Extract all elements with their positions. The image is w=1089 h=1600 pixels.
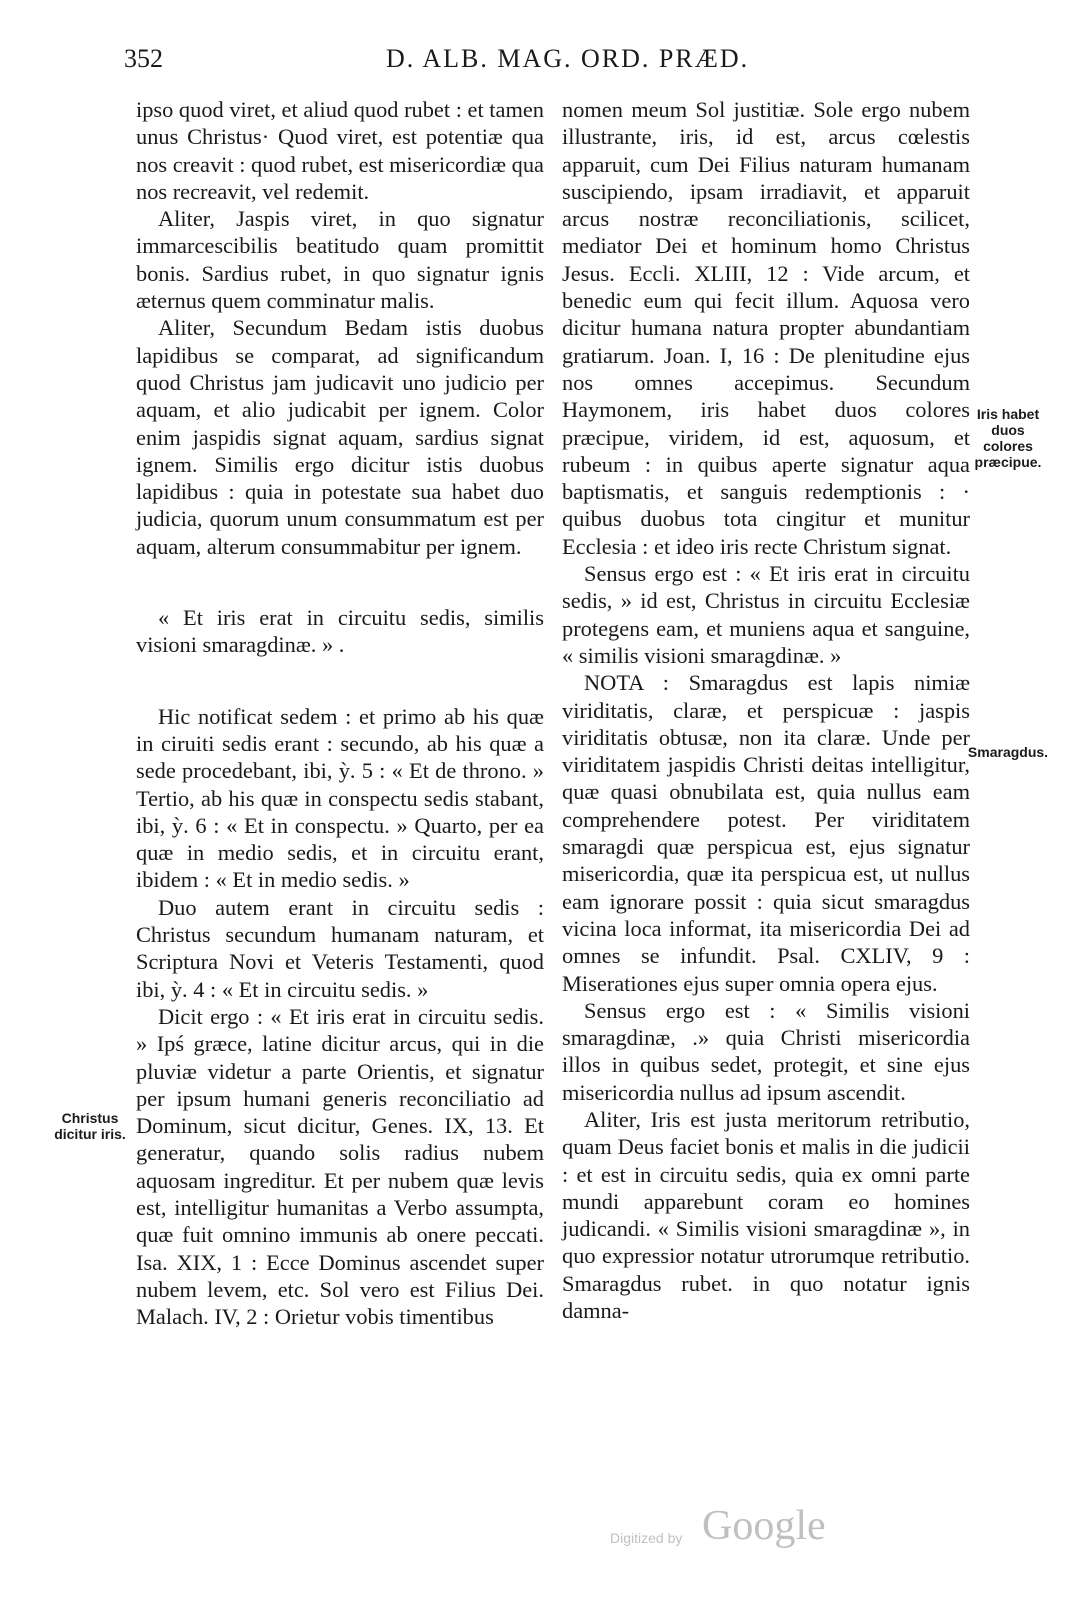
- paragraph: nomen meum Sol justitiæ. Sole ergo nubem illustrante, iris, id est, arcus cœlestis apparuit, cum Dei Filius naturam humanam suscipiendo, ipsam irradiavit, et apparuit arcus nostræ reconciliationis, scilicet, mediator Dei et hominum homo Christus Jesus. Eccli. XLIII, 12 : Vide arcum, et benedic eum qui fecit illum. Aquosa vero dicitur humana natura propter abundantiam gratiarum. Joan. I, 16 : De plenitudine ejus nos omnes accepimus. Secundum Haymonem, iris habet duos colores præcipue, viridem, id est, aquosum, et rubeum : in quibus aperte signatur aqua baptismatis, et sanguis redemptionis : · quibus duobus tota cingitur et munitur Ecclesia : et ideo iris recte Christum signat.: [562, 97, 970, 559]
- paragraph: Aliter, Jaspis viret, in quo signatur immarcescibilis beatitudo quam promittit bonis. Sardius rubet, in quo signatur ignis æternus quem comminatur malis.: [136, 206, 544, 314]
- paragraph: Dicit ergo : « Et iris erat in circuitu sedis. » Ipś græce, latine dicitur arcus, qui in die pluviæ videtur a parte Orientis, et signatur per ipsum humani generis reconciliatio ad Dominum, sicut dicitur, Genes. IX, 13. Et generatur, quando solis radius nubem aquosam ingreditur. Et per nubem quæ levis est, intelligitur humanitas a Verbo assumpta, quæ fuit omnino immunis ab onere peccati. Isa. XIX, 1 : Ecce Dominus ascendet super nubem levem, etc. Sol vero est Filius Dei. Malach. IV, 2 : Orietur vobis timentibus: [136, 1003, 544, 1330]
- margin-note-smaragdus: Smaragdus.: [967, 744, 1049, 760]
- paragraph: Hic notificat sedem : et primo ab his quæ in ciruiti sedis erant : secundo, ab his quæ a sede procedebant, ibi, ỳ. 5 : « Et de throno. » Tertio, ab his quæ in conspectu sedis stabant, ibi, ỳ. 6 : « Et in conspectu. » Quarto, per ea quæ in medio sedis, et in circuitu erant, ibidem : « Et in medio sedis. »: [136, 703, 544, 893]
- margin-note-iris: Iris habet duos colores præcipue.: [974, 406, 1042, 470]
- left-column: [136, 96, 544, 1330]
- digitization-watermark: [610, 1500, 850, 1560]
- page-header: [124, 44, 750, 84]
- paragraph: Duo autem erant in circuitu sedis : Christus secundum humanam naturam, et Scriptura Novi et Veteris Testamenti, quod ibi, ỳ. 4 : « Et in circuitu sedis. »: [136, 894, 544, 1002]
- paragraph: Sensus ergo est : « Similis visioni smaragdinæ, .» quia Christi misericordia illos in quibus sedet, protegit, et sine ejus misericordia nullus ad ipsum ascendit.: [562, 997, 970, 1105]
- lemma: « Et iris erat in circuitu sedis, similis visioni smaragdinæ. » .: [136, 605, 544, 658]
- running-head: D. ALB. MAG. ORD. PRÆD.: [386, 44, 750, 73]
- paragraph: ipso quod viret, et aliud quod rubet : et tamen unus Christus· Quod viret, est potentiæ qua nos creavit : quod rubet, est misericordiæ qua nos recreavit, vel redemit.: [136, 97, 544, 204]
- paragraph: Aliter, Secundum Bedam istis duobus lapidibus se comparat, ad significandum quod Christus jam judicavit uno judicio per aquam, et alio judicabit per ignem. Color enim jaspidis signat aquam, sardius signat ignem. Similis ergo dicitur istis duobus lapidibus : quia in potestate sua habet duo judicia, quorum unum consummatum est per aquam, alterum consummabitur per ignem.: [136, 315, 544, 559]
- paragraph: NOTA : Smaragdus est lapis nimiæ viriditatis, claræ, et perspicuæ : jaspis viriditatis obtusæ, non ita claræ. Unde per viriditatem jaspidis Christi deitas intelligitur, quæ quasi obnubilata est, quia nullus eam comprehendere potest. Per viriditatem smaragdi quæ perspicua est, ejus signatur misericordia, quæ ita perspicua est, ut nullus eam ignorare possit : quia sicut smaragdus vicina loca informat, ita misericordia Dei ad omnes se infundit. Psal. CXLIV, 9 : Miserationes ejus super omnia opera ejus.: [562, 670, 970, 996]
- page-number: 352: [124, 44, 163, 73]
- margin-note-christus: Christus dicitur iris.: [54, 1110, 126, 1142]
- right-column: [562, 96, 970, 1324]
- paragraph: Sensus ergo est : « Et iris erat in circuitu sedis, » id est, Christus in circuitu Ecclesiæ protegens eam, et muniens aqua et sanguine, « similis visioni smaragdinæ. »: [562, 561, 970, 668]
- paragraph: Aliter, Iris est justa meritorum retributio, quam Deus faciet bonis et malis in die judicii : et est in circuitu sedis, quia ex omni parte mundi apparebunt coram eo homines judicandi. « Similis visioni smaragdinæ », in quo expressior notatur utrorumque retributio. Smaragdus rubet. in quo notatur ignis damna-: [562, 1106, 970, 1324]
- watermark-brand: Google: [702, 1503, 826, 1549]
- watermark-prefix: Digitized by: [610, 1530, 683, 1546]
